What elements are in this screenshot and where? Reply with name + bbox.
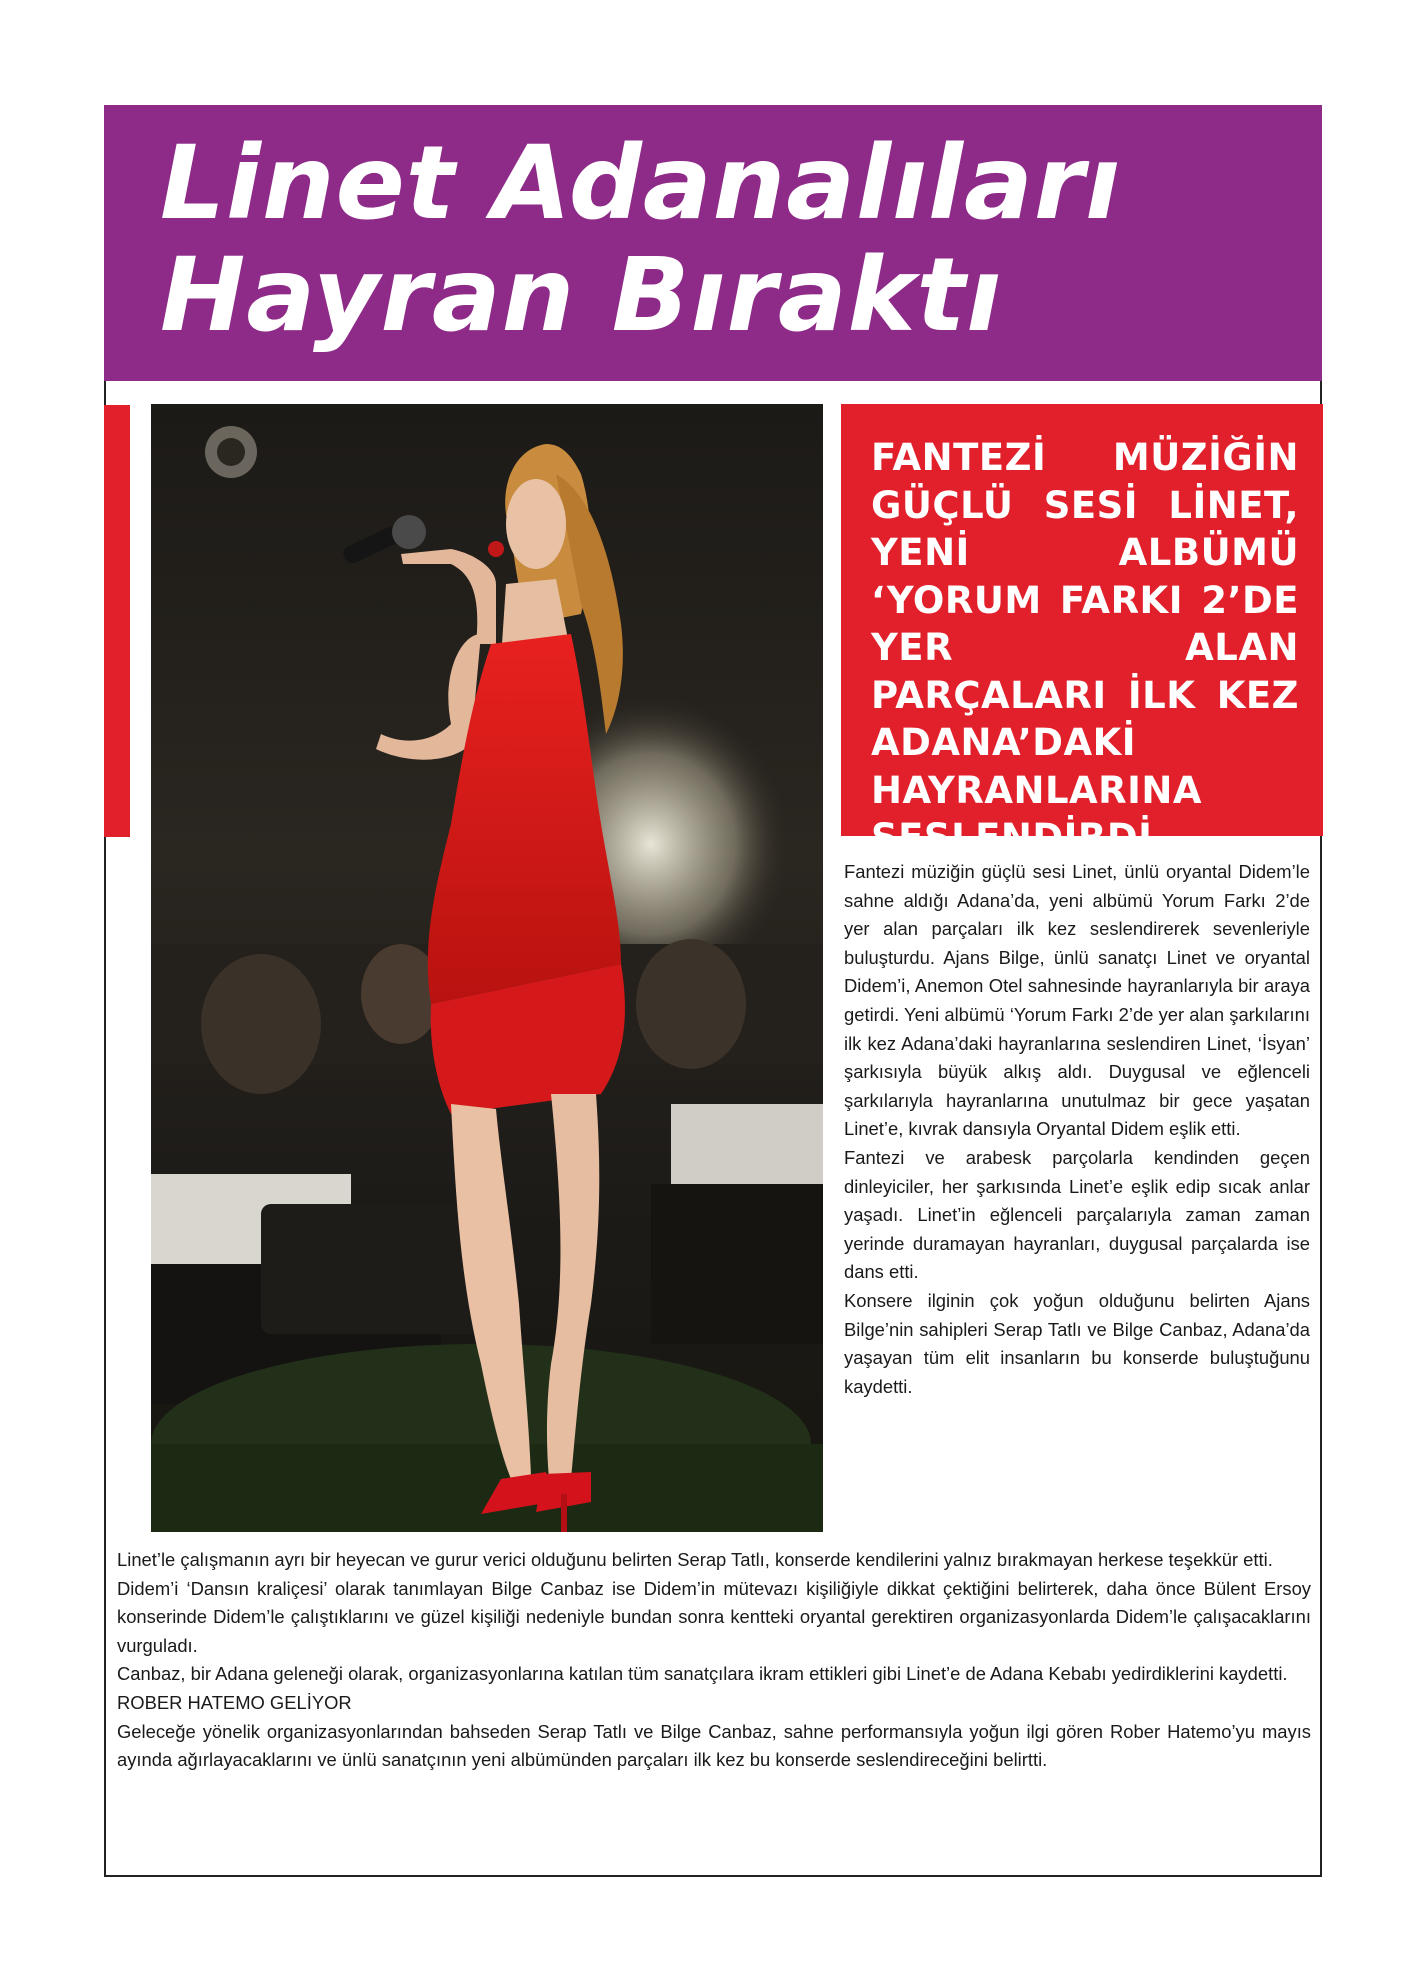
body-paragraph: Linet’le çalışmanın ayrı bir heyecan ve gurur verici olduğunu belirten Serap Tatlı, konserde kendilerini yalnız bırakmayan herkese teşekkür etti.: [117, 1549, 1273, 1570]
body-paragraph: Canbaz, bir Adana geleneği olarak, organizasyonlarına katılan tüm sanatçılara ikram ettikleri gibi Linet’e de Adana Kebabı yedirdiklerini kaydetti.: [117, 1663, 1288, 1685]
concert-photo: [151, 404, 823, 1532]
article-title: [160, 124, 1122, 355]
section-subheading: ROBER HATEMO GELİYOR: [117, 1691, 352, 1713]
body-paragraph: Konsere ilginin çok yoğun olduğunu belirten Ajans Bilge’nin sahipleri Serap Tatlı ve Bilge Canbaz, Adana’da yaşayan tüm elit insanların bu konserde buluştuğunu kaydetti.: [844, 1289, 1310, 1397]
accent-bar: [104, 405, 130, 837]
body-paragraph: Fantezi müziğin güçlü sesi Linet, ünlü oryantal Didem’le sahne aldığı Adana’da, yeni albümü Yorum Farkı 2’de yer alan parçaları ilk kez seslendirerek sevenleriyle buluşturdu. Ajans Bilge, ünlü sanatçı Linet ve oryantal Didem’i, Anemon Otel sahnesinde hayranlarıyla bir araya getirdi. Yeni albümü ‘Yorum Farkı 2’de yer alan şarkılarını ilk kez Adana’daki hayranlarına seslendiren Linet, ‘İsyan’ şarkısıyla büyük alkış aldı. Duygusal ve eğlenceli şarkılarıyla hayranlarına unutulmaz bir gece yaşatan Linet’e, kıvrak dansıyla Oryantal Didem eşlik etti.: [844, 861, 1310, 1140]
title-line-1: Linet Adanalıları: [160, 124, 1122, 243]
singer-illustration: [151, 404, 823, 1532]
title-line-2: Hayran Bıraktı: [160, 236, 1003, 355]
article-body-column: [844, 858, 1310, 1401]
body-paragraph: Geleceğe yönelik organizasyonlarından bahseden Serap Tatlı ve Bilge Canbaz, sahne performansıyla yoğun ilgi gören Rober Hatemo’yu mayıs ayında ağırlayacaklarını ve ünlü sanatçının yeni albümünden parçaları ilk kez bu konserde seslendireceğini belirtti.: [117, 1720, 1311, 1771]
article-body-wide: [117, 1546, 1311, 1775]
body-paragraph: Fantezi ve arabesk parçolarla kendinden geçen dinleyiciler, her şarkısında Linet’e eşlik edip sıcak anlar yaşadı. Linet’in eğlenceli parçalarıyla zaman zaman yerinde duramayan hayranları, duygusal parçalarda ise dans etti.: [844, 1146, 1310, 1283]
article-deck: FANTEZİ MÜZİĞİN GÜÇLÜ SESİ LİNET, YENİ ALBÜMÜ ‘YORUM FARKI 2’DE YER ALAN PARÇALARI İLK KEZ ADANA’DAKİ HAYRANLARINA SESLENDİRDİ: [841, 404, 1323, 836]
body-paragraph: Didem’i ‘Dansın kraliçesi’ olarak tanımlayan Bilge Canbaz ise Didem’in mütevazı kişiliğiyle dikkat çektiğini belirterek, daha önce Bülent Ersoy konserinde Didem’le çalıştıklarını ve güzel kişiliği nedeniyle bundan sonra kentteki oryantal gerektiren organizasyonlarda Didem’le çalışacaklarını vurguladı.: [117, 1577, 1311, 1656]
